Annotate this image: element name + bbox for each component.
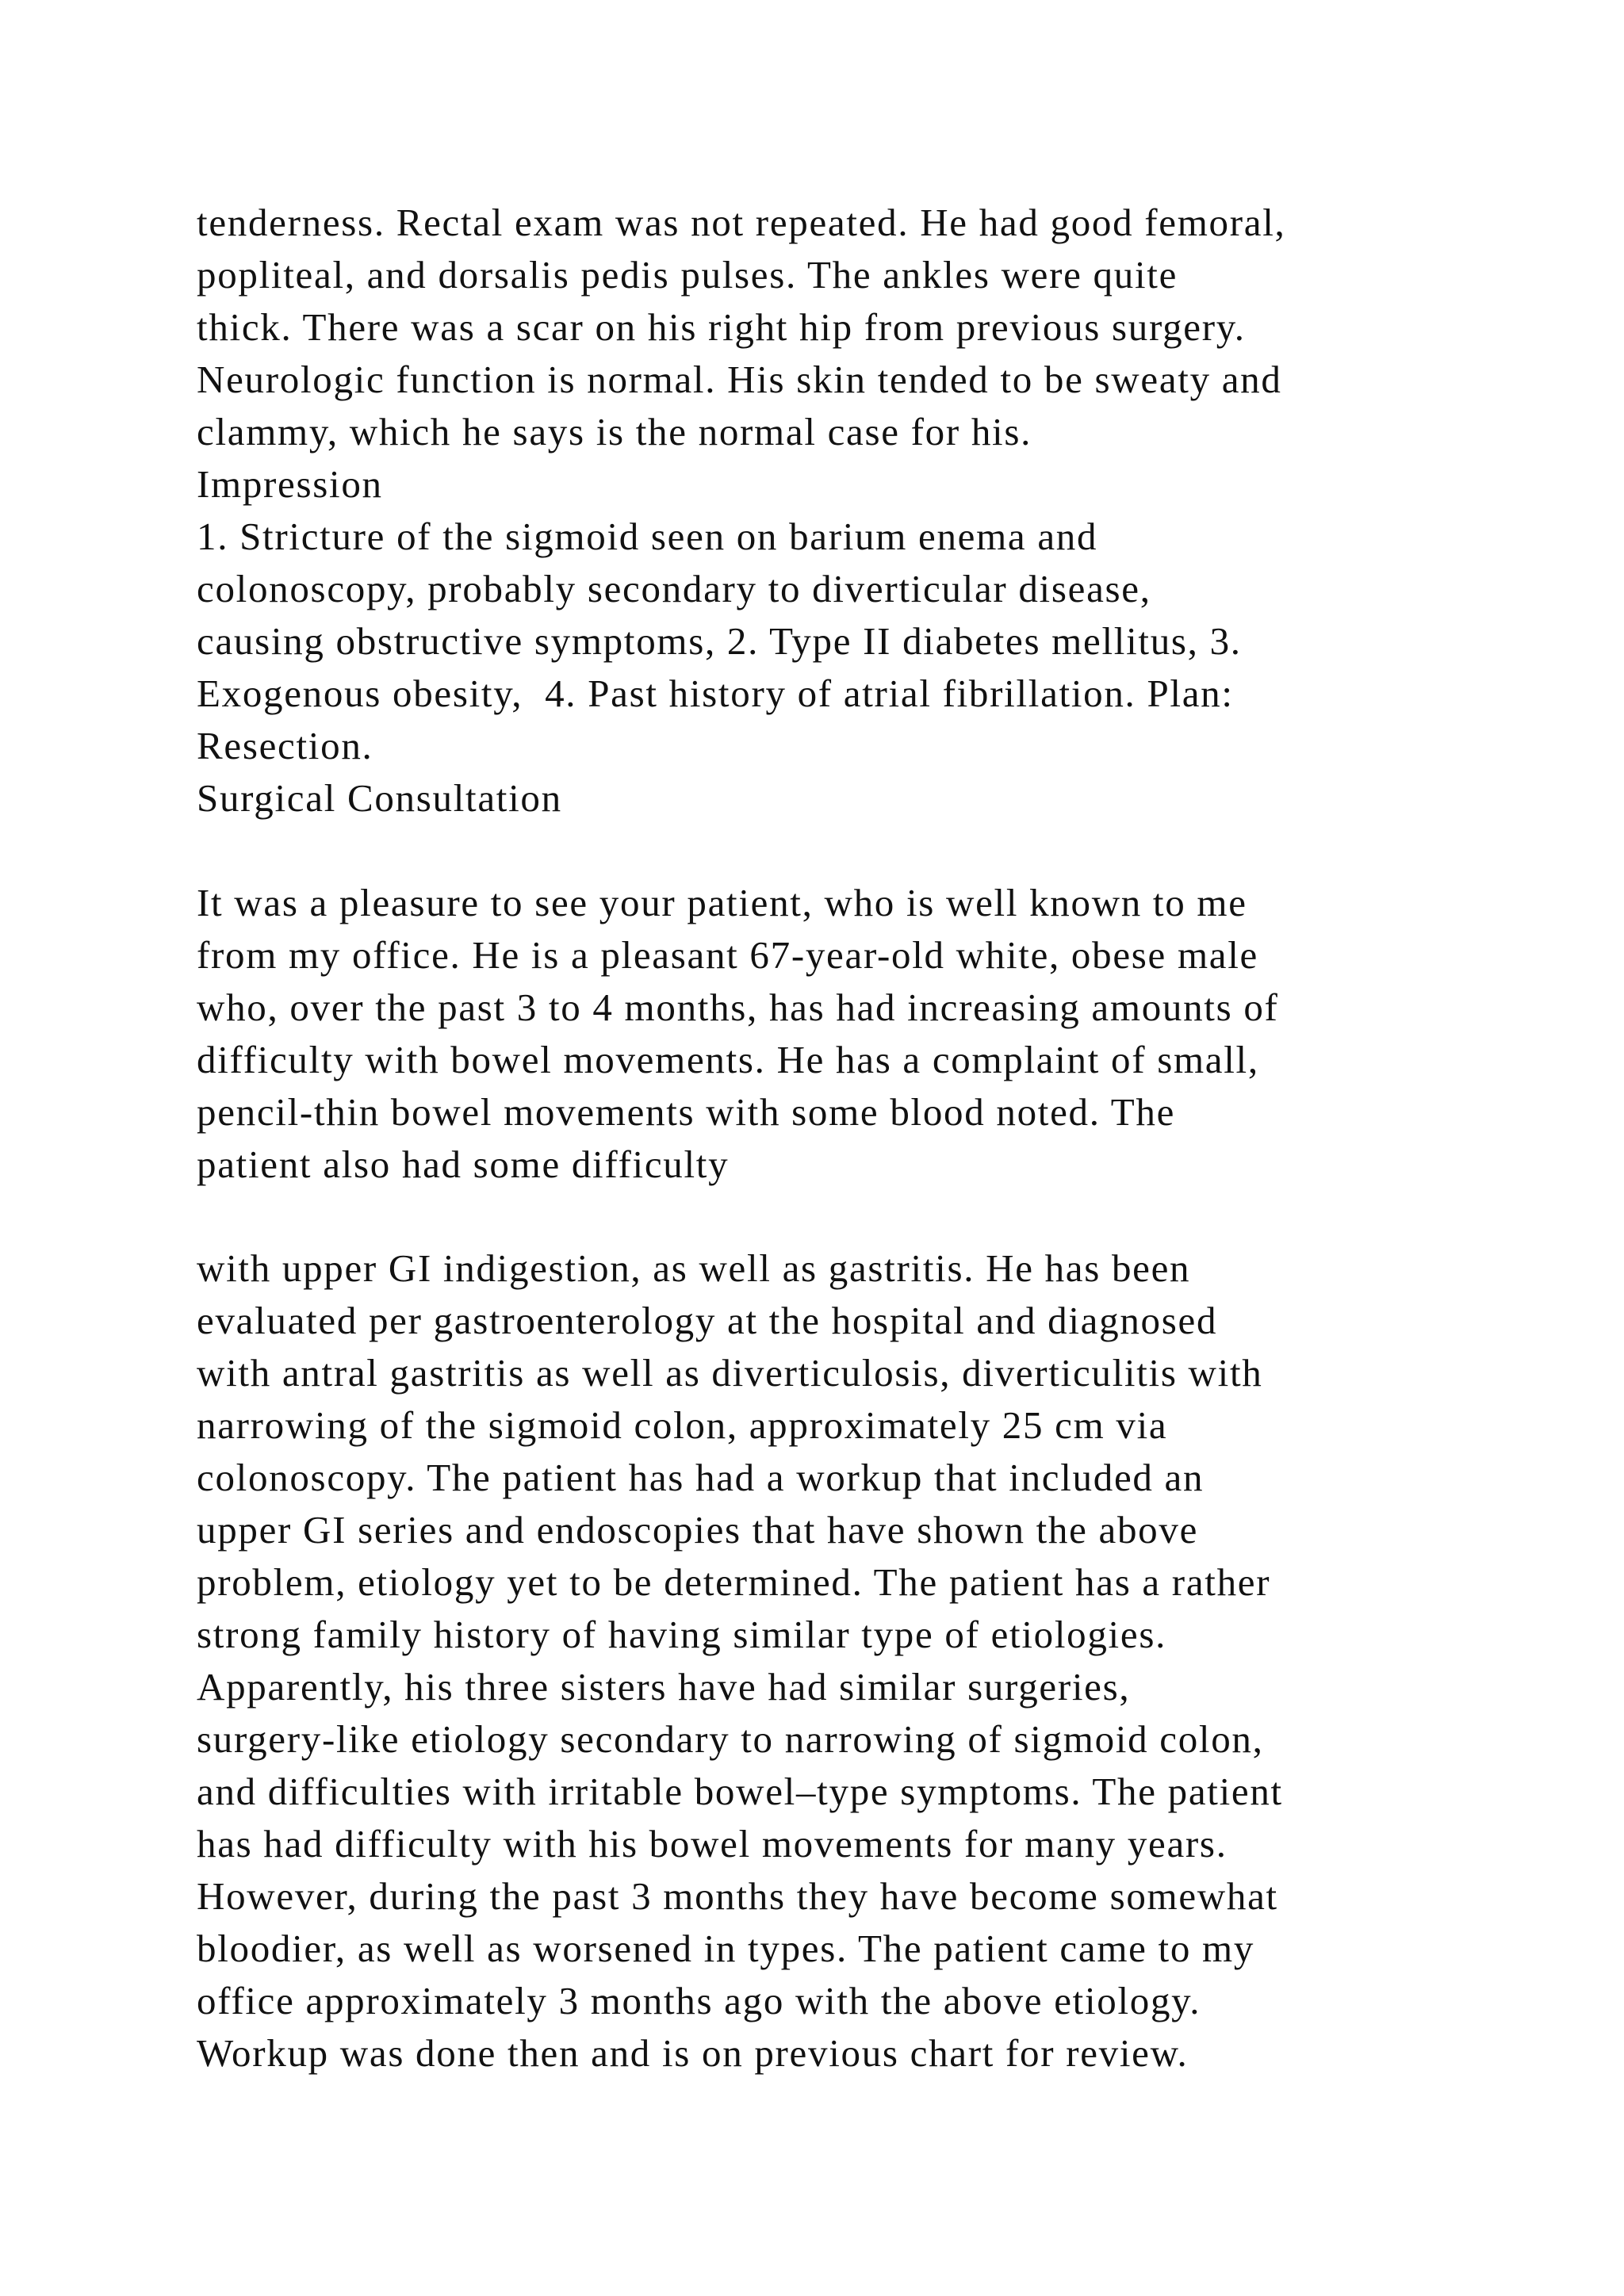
text-line: colonoscopy. The patient has had a workup that included an: [197, 1456, 1205, 1499]
text-line: patient also had some difficulty: [197, 1142, 730, 1186]
text-line: has had difficulty with his bowel movements for many years.: [197, 1822, 1228, 1866]
text-line: narrowing of the sigmoid colon, approximately 25 cm via: [197, 1403, 1168, 1447]
text-line: and difficulties with irritable bowel–type symptoms. The patient: [197, 1770, 1283, 1813]
text-line: with antral gastritis as well as diverticulosis, diverticulitis with: [197, 1351, 1263, 1395]
text-line: Neurologic function is normal. His skin tended to be sweaty and: [197, 358, 1282, 401]
text-line: thick. There was a scar on his right hip from previous surgery.: [197, 305, 1246, 349]
text-line: However, during the past 3 months they have become somewhat: [197, 1874, 1278, 1918]
text-line: Exogenous obesity, 4. Past history of atrial fibrillation. Plan:: [197, 672, 1234, 715]
text-line: clammy, which he says is the normal case for his.: [197, 410, 1032, 453]
text-line: pencil-thin bowel movements with some blood noted. The: [197, 1090, 1176, 1134]
text-line: who, over the past 3 to 4 months, has had increasing amounts of: [197, 985, 1279, 1029]
text-line: with upper GI indigestion, as well as gastritis. He has been: [197, 1246, 1191, 1290]
text-line: Resection.: [197, 724, 373, 767]
text-line: Workup was done then and is on previous chart for review.: [197, 2031, 1189, 2075]
text-block-upper: [197, 197, 1481, 1191]
text-line: bloodier, as well as worsened in types. The patient came to my: [197, 1927, 1255, 1970]
text-line: difficulty with bowel movements. He has a complaint of small,: [197, 1038, 1259, 1081]
section-heading-surgical-consultation: Surgical Consultation: [197, 776, 562, 820]
text-line: strong family history of having similar type of etiologies.: [197, 1613, 1167, 1656]
text-line: upper GI series and endoscopies that have shown the above: [197, 1508, 1199, 1552]
text-block-lower: [197, 1242, 1481, 2080]
text-line: office approximately 3 months ago with the above etiology.: [197, 1979, 1201, 2022]
text-line: tenderness. Rectal exam was not repeated. He had good femoral,: [197, 201, 1286, 244]
section-heading-impression: Impression: [197, 462, 383, 506]
text-line: from my office. He is a pleasant 67-year-old white, obese male: [197, 933, 1258, 977]
text-line: Apparently, his three sisters have had similar surgeries,: [197, 1665, 1131, 1709]
text-line: It was a pleasure to see your patient, who is well known to me: [197, 881, 1247, 924]
text-line: popliteal, and dorsalis pedis pulses. The ankles were quite: [197, 253, 1178, 297]
blank-line: [197, 825, 1481, 877]
text-line: surgery-like etiology secondary to narrowing of sigmoid colon,: [197, 1717, 1264, 1761]
text-line: colonoscopy, probably secondary to diverticular disease,: [197, 567, 1151, 610]
text-line: evaluated per gastroenterology at the hospital and diagnosed: [197, 1299, 1218, 1342]
text-line: 1. Stricture of the sigmoid seen on barium enema and: [197, 515, 1098, 558]
text-line: causing obstructive symptoms, 2. Type II diabetes mellitus, 3.: [197, 619, 1242, 663]
text-line: problem, etiology yet to be determined. The patient has a rather: [197, 1560, 1271, 1604]
